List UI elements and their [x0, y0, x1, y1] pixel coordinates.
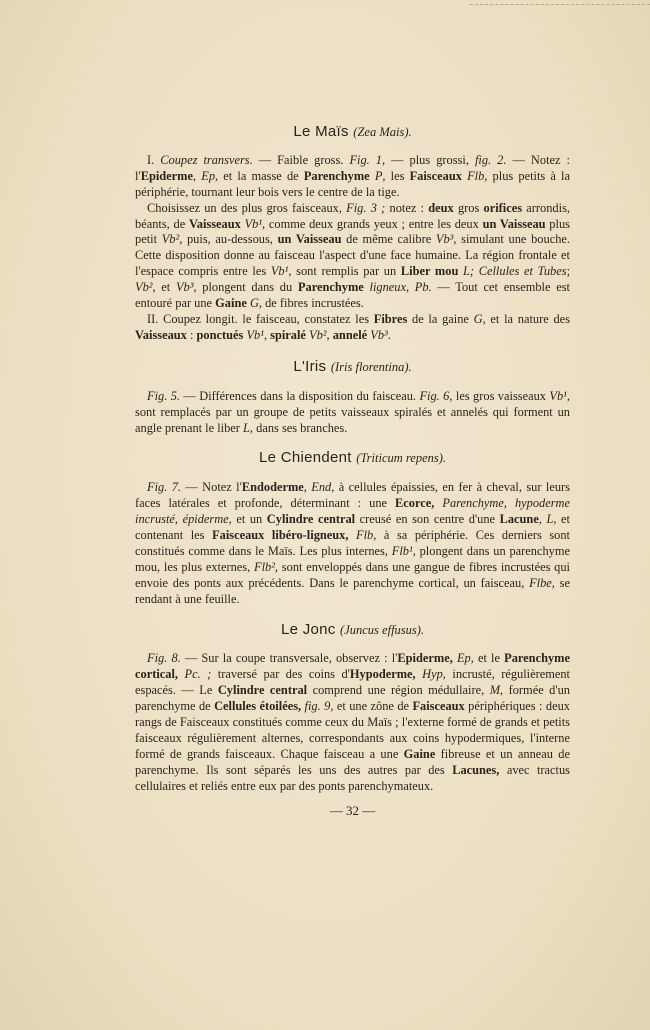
italic-term: Vb³ [370, 327, 388, 342]
section-title-latin: (Juncus effusus). [340, 622, 425, 637]
italic-term: Hyp, [422, 667, 446, 682]
bold-term: Epiderme, [397, 651, 453, 666]
text-run: . [387, 327, 391, 342]
text-run: et contenant les [135, 512, 570, 543]
text-run: comprend une région médullaire, [307, 683, 490, 698]
italic-term: L, [546, 512, 557, 527]
bold-term: Faisceaux [409, 168, 462, 183]
bold-term: Faisceaux libéro-ligneux, [212, 528, 349, 543]
section-title-latin: (Triticum repens). [356, 451, 447, 466]
paragraph [135, 153, 570, 201]
italic-term: Coupez transvers. [160, 152, 253, 167]
bold-term: Vaisseaux [135, 327, 187, 342]
bold-term: Fibres [373, 311, 408, 326]
bold-term: Gaine [215, 296, 247, 311]
text-run: plongent dans un parenchyme mou, les plus externes, [135, 543, 570, 574]
italic-term: Ep [201, 168, 216, 183]
bold-term: Lacunes, [452, 762, 500, 777]
text-run: sont enveloppés dans une gangue de fibres incrustées qui envoie des ponts aux précédents. Dans le parenchyme cortical, un faisceau, [135, 559, 570, 590]
text-column [135, 124, 570, 819]
section-title-latin: (Iris florentina). [330, 359, 412, 374]
text-run: incrusté, régulièrement espacés. — Le [135, 667, 570, 698]
section-title-name: Le Maïs [293, 123, 349, 140]
text-run: , et la nature des [482, 311, 570, 326]
italic-term: G [249, 296, 259, 311]
text-run: périphériques : deux rangs de Faisceaux constitués comme ceux du Maïs ; l'externe formé de grands et petits faisceaux régulièrement alternes, correspondants aux coins hypodermiques, l'interne formé de grands faisceaux. Chaque faisceau a une [135, 699, 570, 761]
text-run: se rendant à une feuille. [135, 575, 570, 606]
text-run: sont remplacés par un groupe de petits vaisseaux spiralés et annelés qui forment un angle prenant le liber [135, 404, 570, 435]
text-run: , et [152, 280, 176, 295]
text-run: , [263, 327, 271, 342]
text-run: — Sur la coupe transversale, observez : l' [180, 651, 398, 666]
italic-term: G [473, 311, 483, 326]
italic-term: Vb² [309, 327, 327, 342]
text-run: fibreuse et un anneau de parenchyme. Ils sont séparés les uns des autres par des [135, 746, 570, 777]
paragraph [135, 389, 570, 437]
italic-term: Vb² [135, 280, 153, 295]
section-title-latin: (Zea Mais). [353, 125, 412, 139]
text-run: , de fibres incrustées. [258, 296, 364, 311]
text-run: , [193, 168, 202, 183]
text-run: : [186, 327, 197, 342]
italic-term: Fig. 7. [147, 480, 181, 495]
bold-term: Vaisseaux [188, 216, 241, 231]
text-run: à sa périphérie. Ces derniers sont constitués comme dans le Maïs. Les plus internes, [135, 528, 571, 558]
italic-term: Vb¹ [246, 327, 264, 342]
text-run: II. Coupez longit. le faisceau, constatez les [147, 311, 374, 326]
paragraph [135, 651, 570, 794]
text-run: — plus grossi, [385, 152, 475, 167]
bold-term: ponctués [196, 327, 244, 342]
italic-term: L, [243, 420, 254, 435]
italic-term: Fig. 8. [147, 651, 181, 666]
text-run: , et la masse de [215, 168, 304, 183]
text-run: et une zône de [333, 699, 413, 714]
text-run: de la gaine [407, 311, 474, 326]
text-run: — Différences dans la disposition du faisceau. [180, 388, 420, 403]
text-run: arrondis, béants, de [135, 200, 570, 231]
bold-term: Parenchyme [303, 168, 370, 183]
section-title-name: L'Iris [293, 357, 327, 375]
bold-term: un Vaisseau [277, 232, 342, 247]
bold-term: Gaine [403, 746, 436, 761]
italic-term: Parenchyme, hypoderme incrusté, épiderme, [135, 496, 570, 527]
bold-term: Cylindre central [266, 512, 356, 527]
italic-term: Fig. 1, [349, 152, 386, 167]
section-title-chiendent [135, 450, 570, 467]
bold-term: Parenchyme [297, 280, 364, 295]
bold-term: Hypoderme, [349, 667, 416, 682]
text-run: — Notez : l' [135, 152, 570, 183]
italic-term: ligneux, Pb. [369, 280, 432, 295]
bold-term: Epiderme [140, 168, 193, 183]
italic-term: Flb, [467, 168, 488, 183]
italic-term: Vb² [161, 232, 180, 247]
page-number: — 32 — [329, 802, 376, 818]
paragraph [135, 201, 570, 312]
italic-term: Flb², [254, 559, 279, 574]
text-run: formée d'un parenchyme de [135, 683, 571, 714]
text-run: avec tractus cellulaires et reliés entre eux par des ponts parenchymateux. [135, 762, 571, 793]
italic-term: P [374, 168, 383, 183]
italic-term: Flbe, [529, 575, 555, 590]
section-title-name: Le Jonc [280, 620, 336, 638]
text-run: , [538, 512, 547, 527]
text-run: , [326, 327, 333, 342]
text-run: — Tout cet ensemble est entouré par une [135, 280, 570, 311]
text-run: plus petit [135, 216, 570, 247]
text-run [348, 528, 356, 542]
italic-term: Vb³ [175, 280, 194, 295]
italic-term: Fig. 3 ; [346, 200, 386, 215]
text-run: Choisissez un des plus gros faisceaux, [147, 200, 347, 215]
italic-term: Vb³ [435, 232, 454, 247]
text-run: creusé en son centre d'une [355, 512, 500, 527]
text-run: ; [566, 264, 571, 279]
top-edge-rule [470, 4, 650, 5]
text-run: , plongent dans du [193, 280, 298, 295]
italic-term: Flb, [356, 528, 377, 543]
bold-term: spiralé [270, 327, 306, 342]
text-run: et le [473, 651, 505, 666]
section-title-iris [135, 359, 570, 376]
italic-term: Pc. ; [184, 667, 212, 682]
text-run: de même calibre [341, 232, 436, 247]
section-title-name: Le Chiendent [258, 449, 352, 467]
text-run: I. [147, 152, 161, 167]
bold-term: Faisceaux [412, 699, 465, 714]
italic-term: Vb¹ [270, 264, 289, 279]
text-run: — Notez l' [181, 480, 242, 495]
text-run: , simulant une bouche. Cette disposition donne au faisceau l'aspect d'une face humaine. La région frontale et l'espace compris entre les [135, 232, 570, 279]
italic-term: L; Cellules et Tubes [463, 264, 567, 279]
italic-term: Flb¹, [391, 543, 416, 558]
text-run: — Faible gross. [252, 152, 350, 167]
italic-term: fig. 9, [304, 699, 334, 714]
text-run: , [303, 480, 312, 495]
bold-term: annelé [332, 327, 368, 342]
text-run: gros [453, 200, 484, 215]
text-run: , comme deux grands yeux ; entre les deux [262, 216, 483, 231]
bold-term: Lacune [499, 512, 539, 527]
text-run: les gros vaisseaux [452, 388, 550, 403]
bold-term: un Vaisseau [482, 216, 546, 231]
italic-term: fig. 2. [474, 152, 507, 167]
text-run: , sont remplis par un [288, 264, 401, 279]
italic-term: End, [311, 480, 335, 495]
paragraph [135, 480, 570, 607]
text-run: traversé par des coins d' [211, 667, 350, 682]
bold-term: Cellules étoilées, [214, 699, 302, 714]
text-run: , puis, au-dessous, [179, 232, 278, 247]
italic-term: Vb¹ [244, 216, 263, 231]
italic-term: Fig. 6, [419, 388, 453, 403]
text-run: plus petits à la périphérie, tournant leur bois vers le centre de la tige. [135, 168, 570, 199]
bold-term: Endoderme [241, 480, 304, 495]
bold-term: Cylindre central [217, 683, 308, 698]
bold-term: Liber mou [400, 264, 459, 279]
text-run: dans ses branches. [253, 420, 348, 435]
italic-term: Vb¹, [549, 388, 570, 403]
italic-term: Ep, [456, 651, 474, 666]
bold-term: deux [428, 200, 454, 215]
text-run: à cellules épaissies, en fer à cheval, sur leurs faces latérales et profonde, déterminant : une [135, 480, 570, 511]
bold-term: Ecorce, [395, 496, 435, 511]
section-title-jonc [135, 622, 570, 639]
text-run: notez : [385, 200, 429, 215]
paragraph [135, 312, 570, 344]
italic-term: Fig. 5. [147, 388, 181, 403]
bold-term: Parenchyme cortical, [135, 651, 570, 682]
bold-term: orifices [483, 200, 523, 215]
text-run: , les [382, 168, 410, 183]
section-title-mais [135, 124, 570, 141]
italic-term: M, [489, 683, 504, 698]
text-run: et un [231, 512, 267, 527]
